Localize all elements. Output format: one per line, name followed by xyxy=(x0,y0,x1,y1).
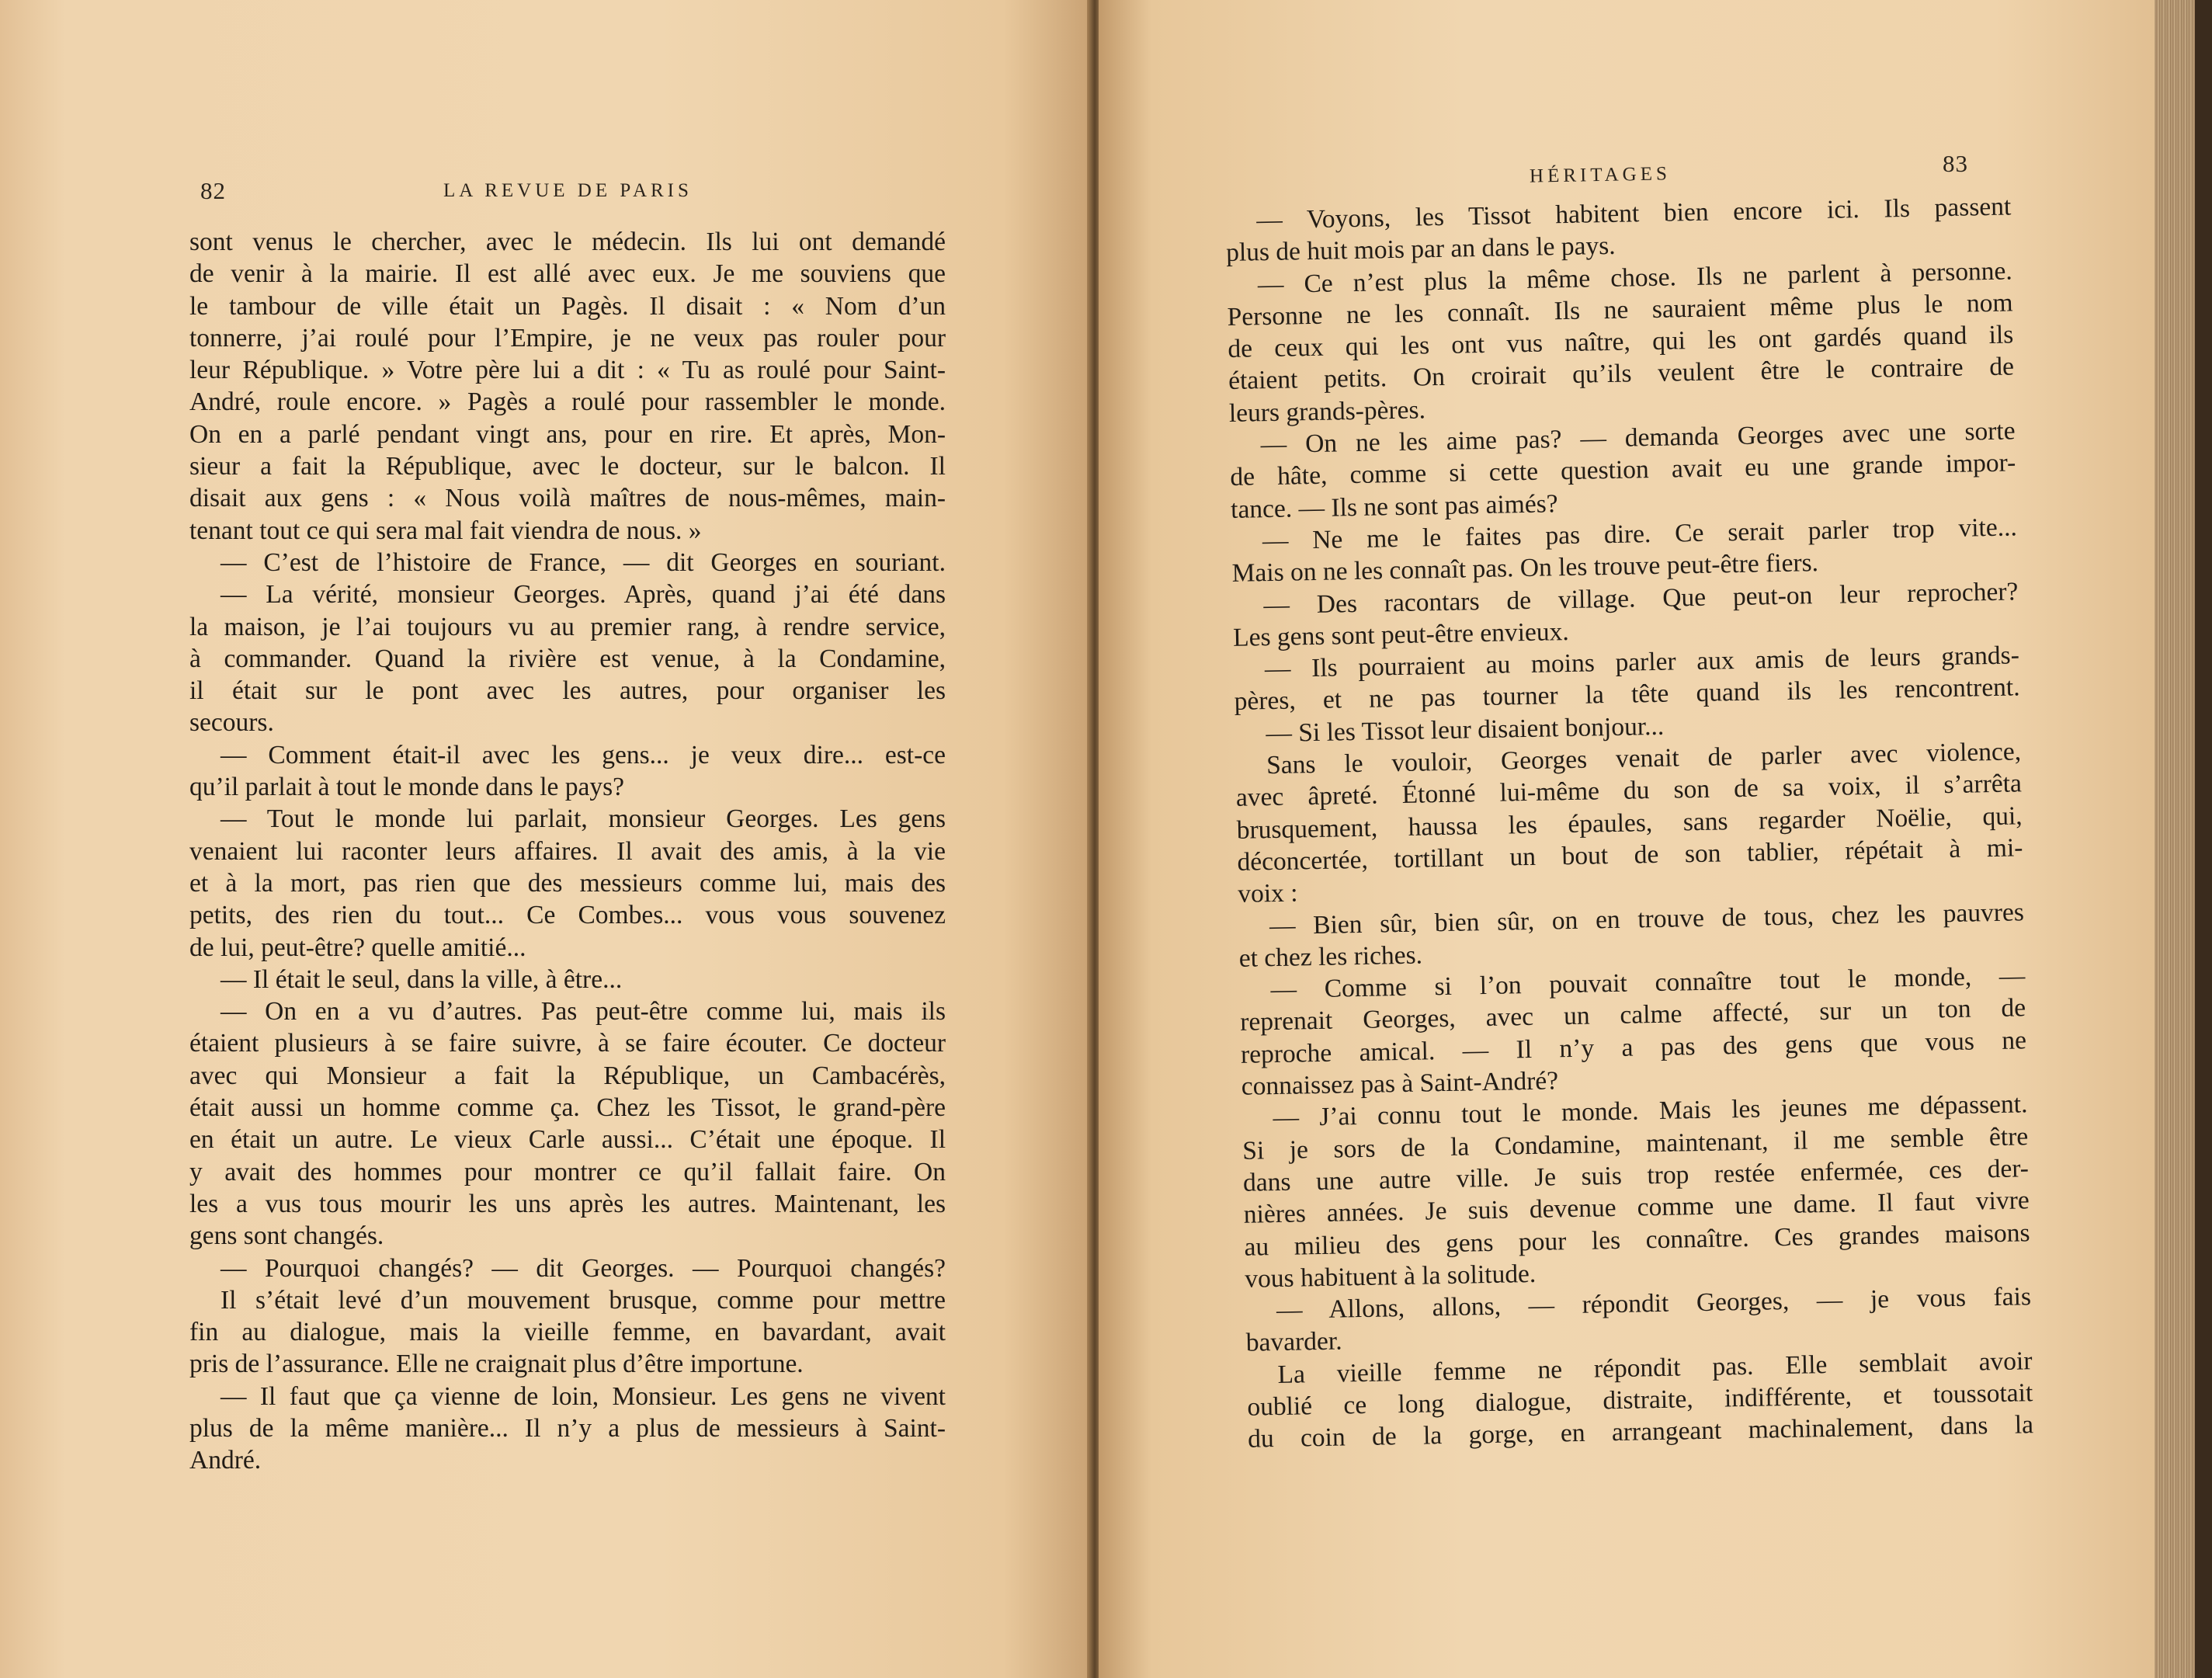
text-line: voix : xyxy=(1237,878,1298,909)
body-text xyxy=(189,226,946,1477)
text-line: — Il faut que ça vienne de loin, Monsieur. Les gens ne vivent xyxy=(221,1381,946,1411)
text-line: y avait des hommes pour montrer ce qu’il fallait faire. On xyxy=(189,1157,946,1186)
body-text xyxy=(1225,190,2033,1455)
text-line: les a vus tous mourir les uns après les autres. Maintenant, les xyxy=(189,1189,946,1218)
text-line: bavarder. xyxy=(1245,1326,1342,1358)
text-line: venaient lui raconter leurs affaires. Il avait des amis, à la vie xyxy=(189,836,946,866)
text-line: de hâte, comme si cette question avait eu une grande impor- xyxy=(1230,448,2016,492)
text-line: avec qui Monsieur a fait la République, un Cambacérès, xyxy=(189,1061,946,1090)
text-line: Si je sors de la Condamine, maintenant, il me semble être xyxy=(1241,1121,2029,1166)
text-line: — Tout le monde lui parlait, monsieur Georges. Les gens xyxy=(221,804,946,834)
text-line: oublié ce long dialogue, distraite, indifférente, et toussotait xyxy=(1247,1378,2033,1422)
text-line: étaient petits. On croirait qu’ils veulent être le contraire de xyxy=(1228,352,2015,396)
text-line: plus de la même manière... Il n’y a plus de messieurs à Saint- xyxy=(189,1413,946,1443)
text-line: — Ce n’est plus la même chose. Ils ne parlent à personne. xyxy=(1257,256,2013,299)
text-line: — On ne les aime pas? — demanda Georges avec une sorte xyxy=(1260,416,2016,460)
text-line: de venir à la mairie. Il est allé avec eux. Je me souviens que xyxy=(189,259,946,289)
page-edges xyxy=(2155,0,2212,1678)
text-line: — J’ai connu tout le monde. Mais les jeunes me dépassent. xyxy=(1273,1089,2028,1133)
text-line: gens sont changés. xyxy=(189,1221,384,1251)
text-line: qu’il parlait à tout le monde dans le pays? xyxy=(189,773,625,802)
text-line: — Ils pourraient au moins parler aux amis de leurs grands- xyxy=(1264,641,2020,684)
text-line: — Si les Tissot leur disaient bonjour... xyxy=(1266,711,1665,748)
text-line: et chez les riches. xyxy=(1238,940,1423,973)
text-line: — Bien sûr, bien sûr, on en trouve de tous, chez les pauvres xyxy=(1269,897,2025,940)
text-line: secours. xyxy=(189,708,274,738)
text-line: — La vérité, monsieur Georges. Après, quand j’ai été dans xyxy=(221,580,946,610)
text-line: la maison, je l’ai toujours vu au premier rang, à rendre service, xyxy=(189,612,946,641)
running-head: HÉRITAGES xyxy=(1529,163,1672,187)
text-line: fin au dialogue, mais la vieille femme, en bavardant, avait xyxy=(189,1318,946,1347)
text-line: de ceux qui les ont vus naître, qui les ont gardés quand ils xyxy=(1228,320,2014,364)
text-line: pères, et ne pas tourner la tête quand ils les rencontrent. xyxy=(1234,672,2020,717)
text-line: — Comment était-il avec les gens... je veux dire... est-ce xyxy=(221,740,946,770)
text-line: — Pourquoi changés? — dit Georges. — Pourquoi changés? xyxy=(221,1253,946,1283)
text-line: brusquement, haussa les épaules, sans regarder Noëlie, qui, xyxy=(1236,801,2023,845)
text-line: il était sur le pont avec les autres, pour organiser les xyxy=(189,676,946,706)
text-line: à commander. Quand la rivière est venue, à la Condamine, xyxy=(189,644,946,673)
text-line: avec âpreté. Étonné lui-même du son de sa voix, il s’arrêta xyxy=(1235,769,2023,813)
text-line: André, roule encore. » Pagès a roulé pour rassembler le monde. xyxy=(189,387,946,417)
running-head: LA REVUE DE PARIS xyxy=(443,180,693,201)
left-page xyxy=(0,0,1091,1678)
text-line: Il s’était levé d’un mouvement brusque, comme pour mettre xyxy=(221,1285,946,1315)
text-line: pris de l’assurance. Elle ne craignait plus d’être importune. xyxy=(189,1350,804,1379)
text-line: tance. — Ils ne sont pas aimés? xyxy=(1230,488,1558,524)
page-number: 82 xyxy=(200,177,226,204)
text-line: leur République. » Votre père lui a dit : « Tu as roulé pour Saint- xyxy=(189,356,946,385)
text-line: — On en a vu d’autres. Pas peut-être comme lui, mais ils xyxy=(221,997,946,1027)
text-line: étaient plusieurs à se faire suivre, à se faire écouter. Ce docteur xyxy=(189,1029,946,1058)
text-line: La vieille femme ne répondit pas. Elle semblait avoir xyxy=(1277,1346,2033,1389)
text-line: plus de huit mois par an dans le pays. xyxy=(1225,231,1616,268)
text-line: Mais on ne les connaît pas. On les trouve peut-être fiers. xyxy=(1231,548,1819,589)
text-line: disait aux gens : « Nous voilà maîtres de nous-mêmes, main- xyxy=(189,484,946,513)
text-line: Les gens sont peut-être envieux. xyxy=(1232,617,1570,652)
text-line: André. xyxy=(189,1446,262,1475)
text-line: reprenait Georges, avec un calme affecté, sur un ton de xyxy=(1239,993,2026,1037)
text-line: leurs grands-pères. xyxy=(1228,395,1426,428)
text-line: Sans le vouloir, Georges venait de parler avec violence, xyxy=(1266,737,2022,780)
text-line: de lui, peut-être? quelle amitié... xyxy=(189,933,526,962)
text-line: sont venus le chercher, avec le médecin. Ils lui ont demandé xyxy=(189,228,946,256)
text-line: petits, des rien du tout... Ce Combes... vous vous souvenez xyxy=(189,901,946,930)
text-line: — Allons, allons, — répondit Georges, — je vous fais xyxy=(1276,1282,2032,1325)
text-line: en était un autre. Le vieux Carle aussi... C’était une époque. Il xyxy=(189,1125,946,1155)
text-line: — C’est de l’histoire de France, — dit Georges en souriant. xyxy=(221,547,946,577)
page-number: 83 xyxy=(1943,150,1968,177)
text-line: tenant tout ce qui sera mal fait viendra de nous. » xyxy=(189,516,702,545)
text-line: au milieu des gens pour les connaître. Ces grandes maisons xyxy=(1244,1218,2030,1262)
text-line: dans une autre ville. Je suis trop restée enfermée, ces der- xyxy=(1242,1154,2030,1197)
text-line: On en a parlé pendant vingt ans, pour en rire. Et après, Mon- xyxy=(189,419,946,449)
text-line: — Des racontars de village. Que peut-on leur reprocher? xyxy=(1263,576,2019,620)
text-line: était aussi un homme comme ça. Chez les Tissot, le grand-père xyxy=(189,1093,946,1123)
text-line: connaissez pas à Saint-André? xyxy=(1241,1066,1559,1101)
text-line: vous habituent à la solitude. xyxy=(1245,1259,1537,1294)
text-line: déconcertée, tortillant un bout de son tablier, répétait à mi- xyxy=(1237,833,2023,877)
text-line: le tambour de ville était un Pagès. Il disait : « Nom d’un xyxy=(189,291,946,321)
text-line: et à la mort, pas rien que des messieurs comme lui, mais des xyxy=(189,868,946,898)
text-line: sieur a fait la République, avec le docteur, sur le balcon. Il xyxy=(189,452,946,481)
text-line: — Comme si l’on pouvait connaître tout le monde, — xyxy=(1270,961,2026,1005)
text-line: Personne ne les connaît. Ils ne sauraient même plus le nom xyxy=(1227,288,2013,332)
text-line: reproche amical. — Il n’y a pas des gens que vous ne xyxy=(1240,1025,2027,1069)
text-line: — Ne me le faites pas dire. Ce serait parler trop vite... xyxy=(1262,512,2018,556)
text-line: — Voyons, les Tissot habitent bien encore ici. Ils passent xyxy=(1256,192,2012,235)
text-line: nières années. Je suis devenue comme une dame. Il faut vivre xyxy=(1243,1186,2030,1229)
text-line: tonnerre, j’ai roulé pour l’Empire, je ne veux pas rouler pour xyxy=(189,323,946,353)
text-line: du coin de la gorge, en arrangeant machinalement, dans la xyxy=(1247,1410,2034,1454)
text-line: — Il était le seul, dans la ville, à être... xyxy=(221,964,623,994)
